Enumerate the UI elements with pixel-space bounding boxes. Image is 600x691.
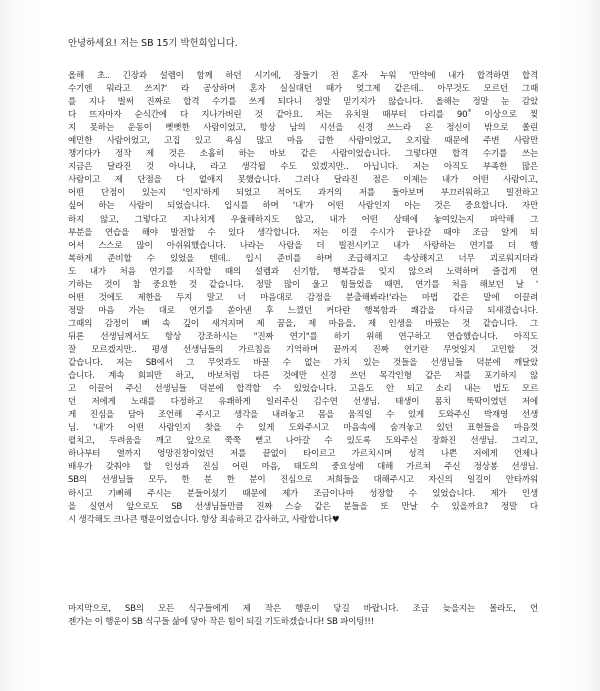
text-line: 정말 마음 가는 대로 연기를 쏟아낸 후 느꼈던 커다란 행복함과 쾌감을 다시금 되새겼습니다. <box>68 305 538 316</box>
text-line: 게 진심을 담아 조언해 주시고 생각을 내려놓고 몸을 움직일 수 있게 도와주신 박재영 선생 <box>68 410 538 421</box>
text-line: 펼치고, 두려움을 깨고 앞으로 쭉쭉 뻗고 나아갈 수 있도록 도와주신 장화진 선생님. 그리고, <box>68 436 538 447</box>
text-line: 같습니다. 저는 SB에서 그 무엇과도 바꿀 수 없는 가치 있는 것들을 선생님들 덕분에 깨달았 <box>68 358 538 369</box>
text-line: 수기엔 뭐라고 쓰지?' 라 공상하며 혼자 실실대던 때가 엊그제 같은데.. 아무것도 모르던 그때 <box>68 84 538 95</box>
text-line: 복하게 준비할 수 있었을 텐데.. 입시 준비를 하며 조급해지고 속상해지고 너무 괴로워지더라 <box>68 253 538 264</box>
text-line: 어떤 것에도 제한을 두지 말고 너 마음대로 감정을 분출해봐라!'라는 마법 같은 말에 이끌려 <box>68 292 538 303</box>
text-line: 하시고 기뻐해 주시는 분들이셨기 때문에 제가 조금이나마 성장할 수 있었습니다. 제가 인생 <box>68 488 538 499</box>
body-paragraph-closing <box>68 603 538 629</box>
text-line: 예민한 사람이었고, 고집 있고 욕심 많고 마음 급한 사람이었고, 오지랖 때문에 주변 사람만 <box>68 136 538 147</box>
text-line: 마지막으로, SB의 모든 식구들에게 제 작은 행운이 닿길 바랍니다. 조금 늦을지는 몰라도, 언 <box>68 604 538 614</box>
text-line: 를 지나 벌써 진짜로 합격 수기를 쓰게 되다니 정말 믿기지가 않습니다. 올해는 정말 눈 감았 <box>68 97 538 108</box>
body-paragraph-main <box>68 70 538 527</box>
text-line: 어떤 단점이 있는지 '인지'하게 되었고 적어도 과거의 저를 돌아보며 부끄러워하고 빌전하고 <box>68 188 538 199</box>
greeting-line: 안녕하세요! 저는 SB 15기 박헌희입니다. <box>68 38 238 49</box>
text-line: 지금은 달라진 것 아니냐, 라고 생각될 수도 있겠지만.. 아닙니다. 저는 아직도 부족한 많은 <box>68 162 538 173</box>
text-line: SB의 선생님들 모두, 한 분 한 분이 진심으로 저희들을 대해주시고 자신의 일길이 안타까워 <box>68 475 538 486</box>
text-line: 님. '내'가 어떤 사람인지 찾을 수 있게 도와주시고 마음속에 숨겨놓고 있던 표현들을 마음껏 <box>68 423 538 434</box>
text-line: 올해 초.. 긴장과 설렘이 함께 하던 시기에, 장들기 전 혼자 누워 '만약에 내가 합격하면 합격 <box>68 71 538 81</box>
text-line: 싶어 하는 사람이 되었습니다. 입시를 하며 '내'가 어떤 사람인지 아는 것은 중요합니다. 자만 <box>68 201 538 212</box>
text-line: 잘 모르겠지만.. 평생 선생님들의 가르침을 기억하며 끝까지 진짜 연기란 무엇일지 고민할 것 <box>68 344 538 355</box>
text-line: 지 못하는 운동이 뻣뻣한 사람이었고, 항상 남의 시선을 신경 쓰느라 온 정신이 밖으로 쏠린 <box>68 123 538 134</box>
text-line: 습니다. 계속 회피만 하고, 바보처럼 다른 것에만 신경 쓰던 목각인형 같은 저를 포기하지 않 <box>68 371 538 382</box>
text-line: 배우가 갖춰야 할 인성과 진심 어린 마음, 태도의 중요성에 대해 가르쳐 주신 정상봉 선생님. <box>68 462 538 473</box>
text-line: 시 생각해도 크나큰 행운이었습니다. 항상 죄송하고 감사하고, 사랑합니다♥ <box>68 514 340 525</box>
text-line: 도 내가 처음 연기를 시작할 때의 설렘과 신기함, 행복감을 잊지 않으려 노력하며 즐겁게 연 <box>68 266 538 277</box>
text-line: 던 저에게 노래를 다정하고 유쾌하게 일러주신 김수연 선생님. 태생이 몸치 뚝딱이였던 저에 <box>68 397 538 408</box>
text-line: 하나부터 열까지 엉망진창이었던 저를 끝없이 타이르고 가르치시며 성격 나쁜 저에게 언제나 <box>68 449 538 460</box>
text-line: 기하는 것이 참 중요한 것 같습니다. 정말 많이 울고 힘들었을 때면, 연기를 처음 해보던 날 ' <box>68 279 538 290</box>
text-line: 다 뜨자마자 순식간에 다 지나가버린 것 같아요. 저는 유치원 때부터 다리를 90˚ 이상으로 찢 <box>68 110 538 121</box>
text-line: 젠가는 이 행운이 SB 식구들 삶에 닿아 작은 힘이 되길 기도하겠습니다! SB 파이팅!!! <box>68 617 374 628</box>
text-line: 을 실연서 앞으로도 SB 선생님들만큼 진짜 스승 같은 분들을 또 만날 수 있을까요? 정말 다 <box>68 501 538 512</box>
text-line: 사람이고 제 단점을 다 없애지 못했습니다. 그러나 달라진 점은 이제는 내가 어떤 사람이고, <box>68 175 538 186</box>
text-line: 고 이끌어 주신 선생님들 덕분에 합격할 수 있었습니다. 고음도 안 되고 소리 내는 법도 모르 <box>68 384 538 395</box>
text-line: 하지 않고, 그렇다고 지나치게 우울해하지도 않고, 내가 어떤 상태에 놓여있는지 파악해 그 <box>68 214 538 225</box>
text-line: 어서 스스로 많이 아쉬워했습니다. 나라는 사람을 더 빌전시키고 내가 사랑하는 연기를 더 행 <box>68 240 538 251</box>
text-line: 부분을 연습을 해야 발전할 수 있다 생각합니다. 저는 이걸 수시가 끝나갈 때야 조금 알게 되 <box>68 227 538 238</box>
text-line: 챙기다가 정작 제 것은 소홀히 하는 바보 같은 사람이었습니다. 그렇다면 합격 수기를 쓰는 <box>68 149 538 160</box>
text-line: 그때의 감정이 뼈 속 깊이 새겨지며 제 꿈을, 제 마음을, 제 인생을 바꿨는 것 같습니다. 그 <box>68 318 538 329</box>
text-line: 뒤론 선생님께서도 항상 강조하시는 "진짜 연기"를 하기 위해 연구하고 연습했습니다. 아직도 <box>68 331 538 342</box>
